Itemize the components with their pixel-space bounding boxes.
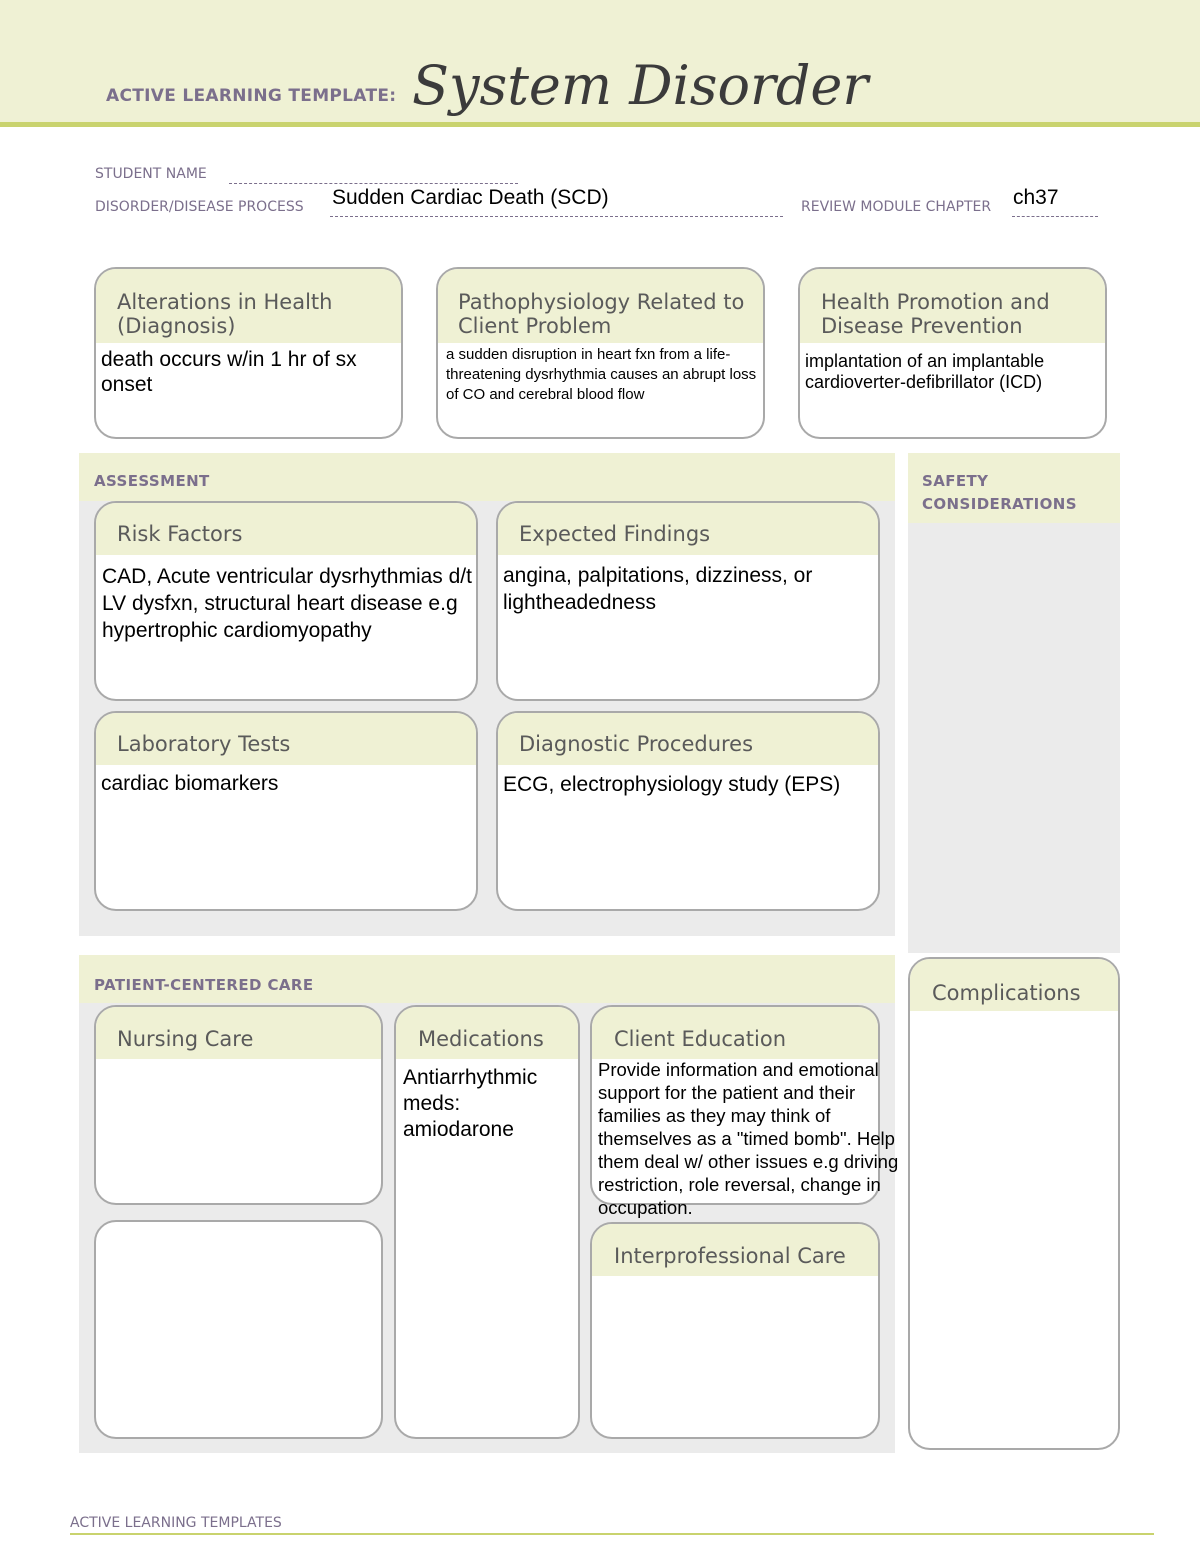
risk-factors-box — [94, 501, 478, 701]
disorder-label: DISORDER/DISEASE PROCESS — [95, 199, 304, 215]
diagnostic-procedures-box — [496, 711, 880, 911]
medications-title: Medications — [418, 1027, 544, 1051]
health-promotion-box — [798, 267, 1107, 439]
assessment-label: ASSESSMENT — [94, 472, 210, 490]
nursing-care-title: Nursing Care — [117, 1027, 254, 1051]
template-prefix: ACTIVE LEARNING TEMPLATE: — [106, 86, 397, 106]
nursing-care-box — [94, 1005, 383, 1205]
patient-care-label: PATIENT-CENTERED CARE — [94, 976, 314, 994]
health-promotion-text[interactable]: implantation of an implantable cardioverter-defibrillator (ICD) — [805, 351, 1045, 392]
chapter-value: ch37 — [1013, 186, 1059, 209]
pathophysiology-title: Pathophysiology Related to Client Problem — [458, 290, 745, 338]
diagnosis-box — [94, 267, 403, 439]
lab-tests-box — [94, 711, 478, 911]
chapter-label: REVIEW MODULE CHAPTER — [801, 199, 992, 215]
complications-title: Complications — [932, 981, 1081, 1005]
interprofessional-care-box — [590, 1222, 880, 1439]
student-name-field[interactable] — [229, 166, 518, 184]
lab-tests-text[interactable]: cardiac biomarkers — [101, 772, 279, 795]
risk-factors-title: Risk Factors — [117, 522, 243, 546]
medications-text[interactable]: Antiarrhythmic meds: amiodarone — [403, 1066, 538, 1141]
client-education-title: Client Education — [614, 1027, 787, 1051]
pathophysiology-text[interactable]: a sudden disruption in heart fxn from a life-threatening dysrhythmia causes an abrupt loss of CO and cerebral blood flow — [446, 346, 757, 403]
safety-label: SAFETY CONSIDERATIONS — [922, 472, 1077, 513]
medications-box — [394, 1005, 580, 1439]
nursing-care-extra-box[interactable] — [94, 1220, 383, 1439]
lab-tests-title: Laboratory Tests — [117, 732, 291, 756]
footer-label: ACTIVE LEARNING TEMPLATES — [70, 1515, 282, 1531]
expected-findings-title: Expected Findings — [519, 522, 711, 546]
pathophysiology-box — [436, 267, 765, 439]
header-rule — [0, 122, 1200, 127]
footer-rule — [70, 1533, 1154, 1535]
student-name-label: STUDENT NAME — [95, 166, 207, 182]
complications-box — [908, 957, 1120, 1450]
diagnosis-text[interactable]: death occurs w/in 1 hr of sx onset — [101, 348, 357, 396]
disorder-value: Sudden Cardiac Death (SCD) — [332, 186, 609, 209]
safety-panel — [908, 453, 1120, 953]
client-education-text[interactable]: Provide information and emotional support for the patient and their families as they may think of themselves as a "timed bomb". Help them deal w/ other issues e.g driving restriction, role reversal, change in occupation. — [598, 1059, 899, 1218]
diagnosis-title: Alterations in Health (Diagnosis) — [117, 290, 333, 338]
page-title: System Disorder — [412, 54, 869, 117]
diagnostic-procedures-title: Diagnostic Procedures — [519, 732, 754, 756]
diagnostic-procedures-text[interactable]: ECG, electrophysiology study (EPS) — [503, 773, 841, 796]
health-promotion-title: Health Promotion and Disease Prevention — [821, 290, 1050, 338]
interprofessional-care-title: Interprofessional Care — [614, 1244, 846, 1268]
expected-findings-box — [496, 501, 880, 701]
risk-factors-text[interactable]: CAD, Acute ventricular dysrhythmias d/t LV dysfxn, structural heart disease e.g hypertrophic cardiomyopathy — [102, 565, 472, 642]
expected-findings-text[interactable]: angina, palpitations, dizziness, or lightheadedness — [503, 564, 813, 614]
